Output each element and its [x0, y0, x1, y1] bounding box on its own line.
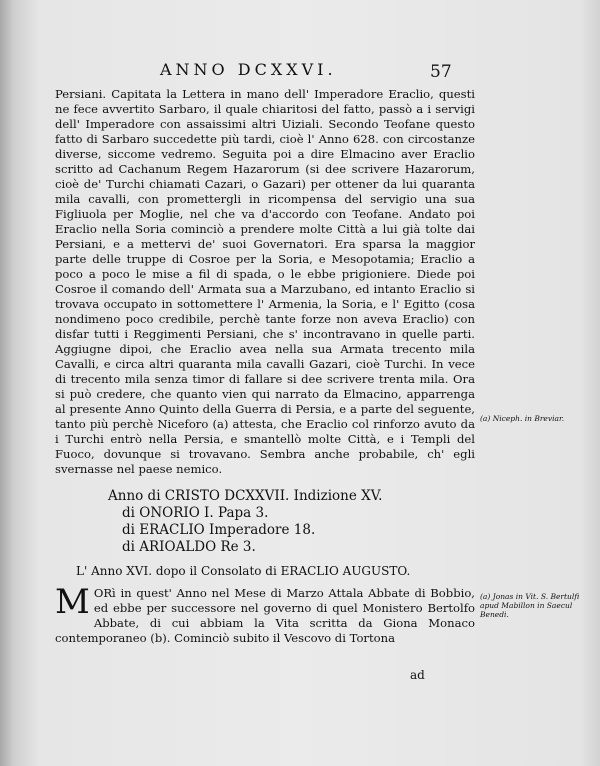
year-entry [55, 582, 475, 646]
main-paragraph [55, 87, 475, 477]
entry-text: ORì in quest' Anno nel Mese di Marzo Attala Abbate di Bobbio, ed ebbe per successore nel governo di quel Monistero Bertolfo Abbate, di cui abbiam la Vita scritta da Giona Monaco contemporaneo (b). Cominciò subito il Vescovo di Tortona [55, 586, 475, 645]
consul-line: L' Anno XVI. dopo il Consolato di ERACLIO AUGUSTO. [76, 564, 411, 578]
page-number: 57 [430, 62, 452, 82]
year-heading [108, 488, 488, 556]
running-head: ANNO DCXXVI. [160, 60, 337, 79]
paragraph-text: Persiani. Capitata la Lettera in mano dell' Imperadore Eraclio, questi ne fece avvertito Sarbaro, il quale chiaritosi del fatto, passò a i servigi dell' Imperadore con assaissimi altri Uiziali. Secondo Teofane questo fatto di Sarbaro succedette più tardi, cioè l' Anno 628. con circostanze diverse, siccome vedremo. Seguita poi a dire Elmacino aver Eraclio scritto ad Cachanum Regem Hazarorum (si dee scrivere Hazarorum, cioè de' Turchi chiamati Cazari, o Gazari) per ottener da lui quaranta mila cavalli, con promettergli in ricompensa del servigio una sua Figliuola per Moglie, nel che va d'accordo con Teofane. Andato poi Eraclio nella Soria cominciò a prendere molte Città a lui già tolte dai Persiani, e a mettervi de' suoi Governatori. Era sparsa la maggior parte delle truppe di Cosroe per la Soria, e Mesopotamia; Eraclio a poco a poco le mise a fil di spada, o le ebbe prigioniere. Diede poi Cosroe il comando dell' Armata sua a Marzubano, ed intanto Eraclio si trovava occupato in sottomettere l' Armenia, la Soria, e l' Egitto (cosa nondimeno poco credibile, perchè tante forze non aveva Eraclio) con disfar tutti i Reggimenti Persiani, che s' incontravano in quelle parti. Aggiugne dipoi, che Eraclio avea nella sua Armata trecento mila Cavalli, e circa altri quaranta mila cavalli Gazari, cioè Turchi. In vece di trecento mila senza timor di fallare si dee scrivere trenta mila. Ora si può credere, che quanto vien qui narrato da Elmacino, apparrenga al presente Anno Quinto della Guerra di Persia, e a parte del seguente, tanto più perchè Niceforo (a) attesta, che Eraclio col rinforzo avuto da i Turchi entrò nella Persia, e smantellò molte Città, e i Templi del Fuoco, dovunque si trovavano. Sembra anche probabile, ch' egli svernasse nel paese nemico. [55, 87, 475, 476]
king-line: di ARIOALDO Re 3. [122, 539, 256, 555]
emperor-line: di ERACLIO Imperadore 18. [122, 522, 316, 538]
margin-notes-entry: (a) Jonas in Vit. S. Bertulfi apud Mabillon in Saecul Benedi. [480, 592, 580, 619]
page-header [0, 60, 600, 84]
catchword: ad [410, 668, 425, 682]
year-line: Anno di CRISTO DCXXVII. Indizione XV. [108, 488, 383, 504]
drop-cap: M [55, 582, 90, 622]
margin-note-a: (a) Niceph. in Breviar. [480, 414, 565, 423]
pope-line: di ONORIO I. Papa 3. [122, 505, 269, 521]
